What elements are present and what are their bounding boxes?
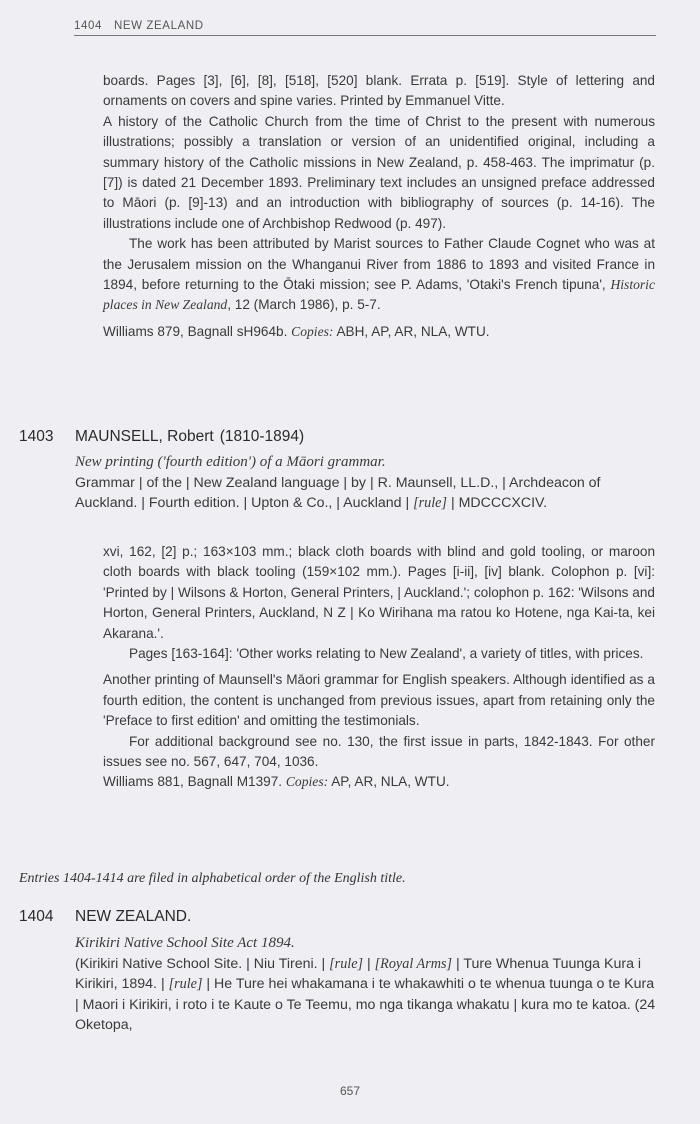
bibliographic-refs: Williams 879, Bagnall sH964b. [103, 323, 288, 339]
copies-list: AP, AR, NLA, WTU. [331, 774, 450, 790]
bibliographic-refs: Williams 881, Bagnall M1397. [103, 774, 283, 790]
author-dates: (1810-1894) [219, 428, 305, 445]
entry-number: 1403 [19, 428, 54, 445]
transcription-part: | He Ture hei whakamana i te whakawhiti o te whenua tuunga o te Kura | Maori i Kirikiri, i roto i te Kaute o Te Teemu, mo nga tikanga whakatu | kura mo te katoa. (24 Oketopa, [75, 976, 656, 1034]
attribution-citation: , 12 (March 1986), p. 5-7. [227, 297, 381, 313]
entry-1403-notes [103, 542, 655, 793]
entry-1404-body [75, 933, 657, 1036]
entry-1403-heading [19, 428, 304, 446]
running-head-page-number: 1404 [74, 20, 102, 32]
copies-label: Copies: [291, 323, 334, 339]
pages-note: Pages [163-164]: 'Other works relating to New Zealand', a variety of titles, with prices. [129, 646, 644, 662]
physical-description: boards. Pages [3], [6], [8], [518], [520] blank. Errata p. [519]. Style of lettering and ornaments on covers and spine varies. Printed by Emmanuel Vitte. [103, 73, 655, 109]
copies-list: ABH, AP, AR, NLA, WTU. [336, 323, 490, 339]
transcription-text: Grammar | of the | New Zealand language | by | R. Maunsell, LL.D., | Archdeacon of Auckland. | Fourth edition. | Upton & Co., | Auckland | [75, 474, 601, 512]
royal-arms-marker: [Royal Arms] [374, 955, 453, 972]
background-note: For additional background see no. 130, the first issue in parts, 1842-1843. For other issues see no. 567, 647, 704, 1036. [103, 733, 655, 770]
entry-1403-body [75, 452, 657, 514]
rule-marker: [rule] [168, 976, 203, 993]
filing-note: Entries 1404-1414 are filed in alphabetical order of the English title. [19, 871, 406, 886]
entry-number: 1404 [19, 908, 54, 925]
entry-author: NEW ZEALAND. [75, 908, 192, 925]
entry-author: MAUNSELL, Robert [75, 428, 214, 445]
running-head-title: NEW ZEALAND [113, 20, 204, 32]
references [103, 322, 655, 342]
entry-1404-heading [19, 908, 191, 926]
entry-1402-continuation [103, 71, 655, 342]
references [103, 772, 655, 792]
page-folio: 657 [339, 1084, 361, 1098]
rule-marker: [rule] [413, 495, 447, 512]
attribution-text: The work has been attributed by Marist sources to Father Claude Cognet who was at the Jerusalem mission on the Whanganui River from 1886 to 1893 and visited France in 1894, before returning to the Ōtaki mission; see P. Adams, 'Otaki's French tipuna', [103, 236, 655, 293]
content-description: A history of the Catholic Church from the time of Christ to the present with numerous illustrations; possibly a translation or version of an unidentified original, including a summary history of the Catholic missions in New Zealand, p. 458-463. The imprimatur (p. [7]) is dated 21 December 1893. Preliminary text includes an unsigned preface addressed to Māori (p. [9]-13) and an introduction with bibliography of sources (p. 14-16). The illustrations include one of Archbishop Redwood (p. 497). [103, 113, 655, 231]
copies-label: Copies: [285, 774, 329, 790]
running-head [74, 20, 656, 36]
entry-title: New printing ('fourth edition') of a Māori grammar. [75, 454, 386, 470]
content-description: Another printing of Maunsell's Māori grammar for English speakers. Although identified as a fourth edition, the content is unchanged from previous issues, apart from retaining only the 'Preface to first edition' and omitting the testimonials. [103, 672, 655, 729]
title-transcription [75, 473, 657, 514]
physical-description: xvi, 162, [2] p.; 163×103 mm.; black cloth boards with blind and gold tooling, or maroon cloth boards with black tooling (159×102 mm.). Pages [i-ii], [iv] blank. Colophon p. [vi]: 'Printed by | Wilsons & Horton, General Printers, | Auckland.'; colophon p. 162: 'Wilsons and Horton, General Printers, Auckland, N Z | Ko Wirihana ma ratou ko Hotene, nga Kai-ta, kei Akarana.'. [103, 544, 655, 641]
transcription-part: (Kirikiri Native School Site. | Niu Tireni. | [75, 955, 330, 972]
attribution-note [103, 234, 655, 316]
entry-title: Kirikiri Native School Site Act 1894. [75, 935, 295, 951]
title-transcription [75, 954, 657, 1036]
transcription-separator: | [363, 955, 375, 972]
transcription-part: | Ture Whenua Tuunga Kura i Kirikiri, 1894. | [75, 955, 642, 993]
rule-marker: [rule] [329, 955, 364, 972]
transcription-end: | MDCCCXCIV. [447, 495, 548, 512]
journal-title: Historic places in New Zealand [103, 277, 655, 313]
